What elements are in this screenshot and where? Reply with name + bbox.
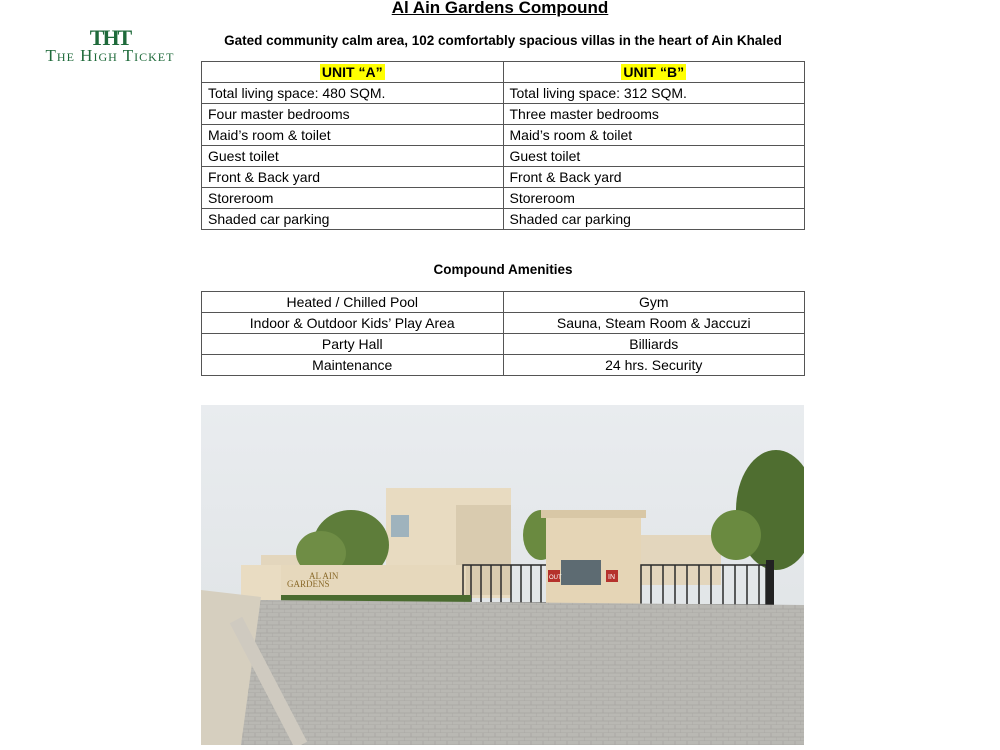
- table-row: [202, 125, 805, 146]
- company-logo: [22, 25, 198, 65]
- table-cell: Total living space: 480 SQM.: [202, 83, 504, 104]
- table-cell: 24 hrs. Security: [503, 355, 805, 376]
- table-cell: Storeroom: [202, 188, 504, 209]
- table-row: [202, 83, 805, 104]
- amenities-table: [201, 291, 805, 376]
- page-subtitle: Gated community calm area, 102 comfortably spacious villas in the heart of Ain Khaled: [224, 33, 782, 48]
- table-row: [202, 104, 805, 125]
- table-cell: Heated / Chilled Pool: [202, 292, 504, 313]
- table-cell: Front & Back yard: [202, 167, 504, 188]
- compound-sign-line1: AL AIN: [309, 571, 339, 581]
- table-cell: Maintenance: [202, 355, 504, 376]
- table-cell: Guest toilet: [202, 146, 504, 167]
- table-cell: Total living space: 312 SQM.: [503, 83, 805, 104]
- compound-photo-illustration: [201, 405, 804, 745]
- compound-sign-line2: GARDENS: [287, 579, 330, 589]
- table-cell: Shaded car parking: [202, 209, 504, 230]
- logo-text: The High Ticket: [45, 46, 175, 65]
- table-cell: Three master bedrooms: [503, 104, 805, 125]
- table-cell: Party Hall: [202, 334, 504, 355]
- table-row: [202, 313, 805, 334]
- right-villa: [641, 535, 721, 585]
- table-cell: Shaded car parking: [503, 209, 805, 230]
- page-title: Al Ain Gardens Compound: [391, 0, 609, 17]
- compound-entrance-photo: [201, 405, 804, 745]
- svg-text:IN: IN: [608, 574, 615, 581]
- amenities-title: Compound Amenities: [433, 262, 573, 277]
- table-row: [202, 167, 805, 188]
- table-cell: Sauna, Steam Room & Jaccuzi: [503, 313, 805, 334]
- unit-a-header: UNIT “A”: [202, 62, 504, 83]
- table-cell: Storeroom: [503, 188, 805, 209]
- table-cell: Indoor & Outdoor Kids’ Play Area: [202, 313, 504, 334]
- table-row: [202, 209, 805, 230]
- table-cell: Front & Back yard: [503, 167, 805, 188]
- table-row: [202, 292, 805, 313]
- table-cell: Maid’s room & toilet: [503, 125, 805, 146]
- units-table: [201, 61, 805, 230]
- table-row: [202, 355, 805, 376]
- logo-mark: THT: [89, 25, 131, 50]
- table-row: [202, 188, 805, 209]
- unit-b-header: UNIT “B”: [503, 62, 805, 83]
- units-header-row: [202, 62, 805, 83]
- table-cell: Guest toilet: [503, 146, 805, 167]
- table-cell: Four master bedrooms: [202, 104, 504, 125]
- table-cell: Billiards: [503, 334, 805, 355]
- table-cell: Maid’s room & toilet: [202, 125, 504, 146]
- table-row: [202, 146, 805, 167]
- svg-text:OUT: OUT: [549, 575, 562, 581]
- table-cell: Gym: [503, 292, 805, 313]
- guard-window: [561, 560, 601, 585]
- table-row: [202, 334, 805, 355]
